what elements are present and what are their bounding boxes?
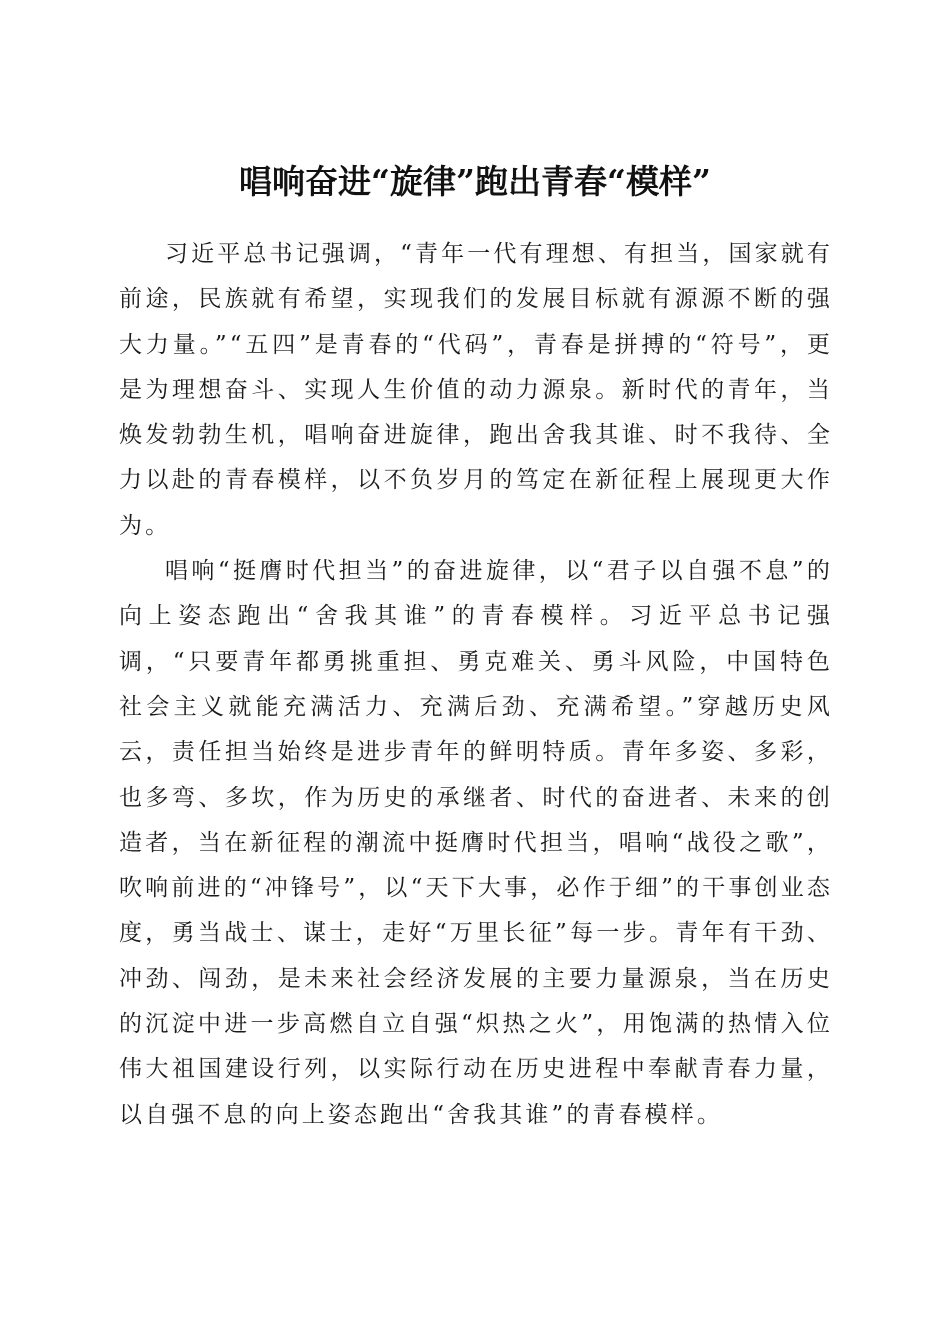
document-title: 唱响奋进“旋律”跑出青春“模样” [239,162,711,202]
paragraph-1: 习近平总书记强调，“青年一代有理想、有担当，国家就有前途，民族就有希望，实现我们的发展目标就有源源不断的强大力量。”“五四”是青春的“代码”，青春是拼搏的“符号”，更是为理想奋斗、实现人生价值的动力源泉。新时代的青年，当焕发勃勃生机，唱响奋进旋律，跑出舍我其谁、时不我待、全力以赴的青春模样，以不负岁月的笃定在新征程上展现更大作为。 [119,241,833,539]
document-body [119,232,833,1138]
paragraph-2: 唱响“挺膺时代担当”的奋进旋律，以“君子以自强不息”的向上姿态跑出“舍我其谁”的青春模样。习近平总书记强调，“只要青年都勇挑重担、勇克难关、勇斗风险，中国特色社会主义就能充满活力、充满后劲、充满希望。”穿越历史风云，责任担当始终是进步青年的鲜明特质。青年多姿、多彩，也多弯、多坎，作为历史的承继者、时代的奋进者、未来的创造者，当在新征程的潮流中挺膺时代担当，唱响“战役之歌”，吹响前进的“冲锋号”，以“天下大事，必作于细”的干事创业态度，勇当战士、谋士，走好“万里长征”每一步。青年有干劲、冲劲、闯劲，是未来社会经济发展的主要力量源泉，当在历史的沉淀中进一步高燃自立自强“炽热之火”，用饱满的热情入位伟大祖国建设行列，以实际行动在历史进程中奉献青春力量，以自强不息的向上姿态跑出“舍我其谁”的青春模样。 [119,558,833,1128]
